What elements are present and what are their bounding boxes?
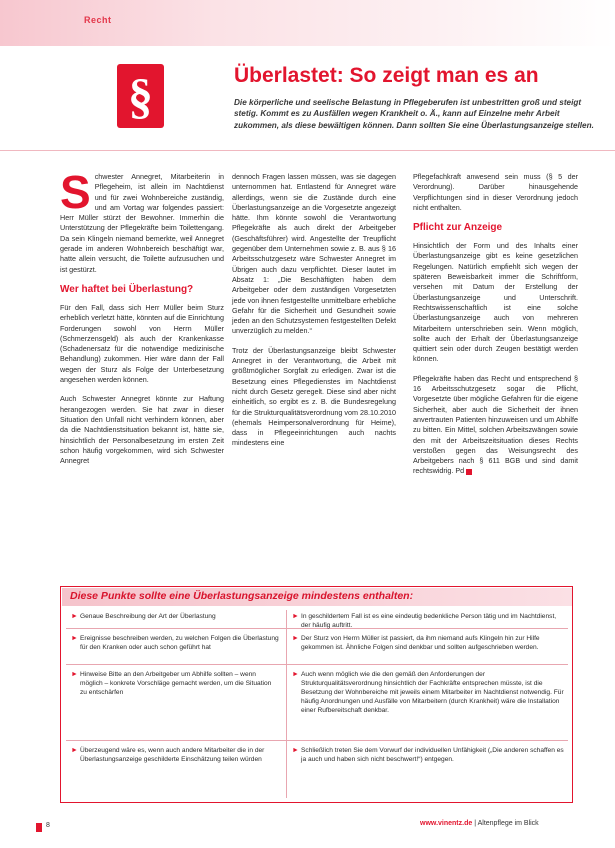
footer-magazine: Altenpflege im Blick (477, 820, 539, 827)
column1-paragraph3: Auch Schwester Annegret könnte zur Haftung herangezogen werden. Sie hat zwar in dieser Situation den Unfall nicht verhindern können, aber da die Nachtdienstsituation bekannt ist, hätte sie, hinsichtlich der Personalbesetzung im ersten Zeit schon häufig vorgekommen, wird sich Schwester Annegret (60, 394, 224, 466)
bullet-arrow-icon: ► (71, 613, 78, 620)
section-label: Recht (84, 15, 112, 25)
checklist-right-item-3: ► Auch wenn möglich wie die den gemäß den Anforderungen der Strukturqualitätsverordnung hinsichtlich der Fachkräfte entsprechen müsste, ist die Besetzung der Wohnbereiche mit jeweils einem Mitarbeiter im Nachtdienst notwendig. Für häufig Anordnungen und Ausfälle von Mitarbeitern (durch Krankheit) wäre die Installation einer Rufbereitschaft denkbar. (292, 671, 564, 715)
page-number: 8 (46, 822, 50, 829)
checklist-right-item-2: ► Der Sturz von Herrn Müller ist passiert, da ihm niemand aufs Klingeln hin zur Hilfe gekommen ist. Ähnliche Folgen sind denkbar und sollten aufgeschrieben werden. (292, 635, 540, 652)
header-divider (0, 150, 615, 151)
checklist-row-divider (66, 664, 568, 665)
bullet-arrow-icon: ► (71, 747, 78, 754)
bullet-arrow-icon: ► (292, 613, 299, 620)
footer-separator: | (474, 820, 477, 827)
column2-paragraph2: Trotz der Überlastungsanzeige bleibt Schwester Annegret in der Verantwortung, die Arbeit mit größtmöglicher Sorgfalt zu erledigen. Zwar ist die Besetzung eines Pflegedienstes im Nachtdienst nicht durch Gesetz geregelt. Diese sind aber nicht einheitlich, so ergibt es z. B. die Bundesregelung für die Strukturqualitätsverordnung vom 28.10.2010 (ehemals Heimpersonalverordnung für Heime), dass in Pflegeeinrichtungen auch nachts mindestens eine (232, 345, 396, 448)
checklist-left-item-2: ► Ereignisse beschreiben werden, zu welchen Folgen die Überlastung für den Kranken oder auch schon geführt hat (71, 635, 279, 652)
end-mark-icon (466, 469, 472, 475)
subheading-liability: Wer haftet bei Überlastung? (60, 283, 194, 295)
article-lead: Die körperliche und seelische Belastung in Pflegeberufen ist unbestritten groß und steigt stetig. Kommt es zu Ausfällen wegen Krankheit o. Ä., kann auf Einzelne mehr Arbeit zukommen, als diese bewältigen können. Dann sollten Sie eine Überlastungsanzeige stellen. (234, 98, 594, 130)
article-title: Überlastet: So zeigt man es an (234, 64, 539, 87)
drop-cap: S (60, 166, 91, 218)
bullet-arrow-icon: ► (292, 671, 299, 678)
bullet-arrow-icon: ► (292, 635, 299, 642)
bullet-arrow-icon: ► (292, 747, 299, 754)
subheading-duty: Pflicht zur Anzeige (413, 222, 503, 234)
column3-paragraph1: Pflegefachkraft anwesend sein muss (§ 5 der Verordnung). Darüber hinausgehende Verpflichtungen sind in dieser Verordnung jedoch nicht enthalten. (413, 172, 578, 212)
article-column-3 (413, 172, 578, 486)
page-marker (36, 823, 42, 832)
checklist-column-divider (286, 610, 287, 798)
checklist-right-item-4: ► Schließlich treten Sie dem Vorwurf der individuellen Unfähigkeit („Die anderen schaffen es ja auch und haben sich nicht beschwert!“) entgegen. (292, 747, 564, 764)
checklist-left-item-4: ► Überzeugend wäre es, wenn auch andere Mitarbeiter die in der Überlastungsanzeige geschilderte Einschätzung teilen würden (71, 747, 265, 764)
column3-paragraph3: Pflegekräfte haben das Recht und entsprechend § 16 Arbeitsschutzgesetz sogar die Pflicht, Vorgesetzte über mögliche Gefahren für die eigene Sicherheit, aber auch die Sicherheit der ihnen anvertrauten Patienten hinzuweisen und um Abhilfe zu bitten. Ein Mittel, solchen Arbeitszwängen sowie den mit der Arbeitszeitsituation dieses Rechts verstoßen gegen das Weisungsrecht des Arbeitgebers nach § 611 BGB und sind damit rechtswidrig. Pd (413, 373, 578, 476)
bullet-arrow-icon: ► (71, 635, 78, 642)
column3-paragraph2: Hinsichtlich der Form und des Inhalts einer Überlastungsanzeige gibt es keine gesetzlichen Regelungen. Natürlich empfiehlt sich wegen der späteren Beweisbarkeit immer die Schriftform, versehen mit Datum der Erstellung der Überlastungsanzeige und Unterschrift. Rechtswissenschaftlich ist eine solche Überlastungsanzeige auch von mehreren Mitarbeitern unterschrieben sein. Wenn möglich, sollte auch der Erhalt der Überlastungsanzeige quittiert sein oder durch Zeugen bestätigt werden können. (413, 241, 578, 364)
column1-paragraph1: chwester Annegret, Mitarbeiterin in Pflegeheim, ist allein im Nachtdienst und für zwei Wohnbereiche zuständig, und am Vortag war folgendes passiert: Herr Müller stürzt der Bewohner. Immerhin die Unterstützung der Pflegekräfte beim Toilettengang. Da sein Klingeln niemand bemerkte, weil Annegret gerade im anderen Wohnbereich beschäftigt war, hatte allein versucht, die Toilette aufzusuchen und ist gestürzt. (60, 172, 224, 274)
checklist-title: Diese Punkte sollte eine Überlastungsanzeige mindestens enthalten: (70, 590, 414, 602)
bullet-arrow-icon: ► (71, 671, 78, 678)
checklist-right-item-1: ► In geschildertem Fall ist es eine eindeutig bedenkliche Person tätig und im Nachtdienst, der häufig auftritt. (292, 613, 557, 630)
footer-imprint (420, 820, 539, 827)
article-column-1 (60, 166, 224, 475)
checklist-left-item-1: ► Genaue Beschreibung der Art der Überlastung (71, 613, 216, 620)
column1-paragraph2: Für den Fall, dass sich Herr Müller beim Sturz erheblich verletzt hätte, könnten auf die Einrichtung Forderungen sowohl von Herrn Müller (Schmerzensgeld) als auch der Krankenkasse (Schadenersatz für die notwendige medizinische Behandlung) zukommen. Hier wäre dann der Fall wegen der Sturz als Folge der Unterbesetzung angesehen werden können. (60, 302, 224, 385)
checklist-row-divider (66, 740, 568, 741)
checklist-left-item-3: ► Hinweise Bitte an den Arbeitgeber um Abhilfe sollten – wenn möglich – konkrete Vorschläge gemacht werden, um die Situation zu entschärfen (71, 671, 272, 697)
paragraph-symbol: § (128, 68, 153, 124)
footer-url[interactable]: www.vinentz.de (420, 820, 473, 827)
column2-paragraph1: dennoch Fragen lassen müssen, was sie dagegen unternommen hat. Entlastend für Annegret wäre allerdings, wenn sie die Zustände durch eine Überlastungsanzeige an die Vorgesetzte angezeigt hätte. Ihm könnte sowohl die Verantwortung Pflegekräfte als auch direkt der Arbeitgeber (Geschäftsführer) wird. Angestellte der Treupflicht gegenüber dem Unternehmen sowie z. B. aus § 16 Arbeitsschutzgesetz wäre Schwester Annegret im Übrigen auch dazu verpflichtet. Dieser lautet im Absatz 1: „Die Beschäftigten haben dem Arbeitgeber oder dem zuständigen Vorgesetzten jede von ihnen festgestellte unmittelbare erhebliche Gefahr für die Sicherheit und Gesundheit sowie jeden an den Schutzsystemen festgestellten Defekt unverzüglich zu melden.“ (232, 172, 396, 336)
paragraph-sign-icon (117, 64, 164, 128)
article-column-2 (232, 172, 396, 458)
